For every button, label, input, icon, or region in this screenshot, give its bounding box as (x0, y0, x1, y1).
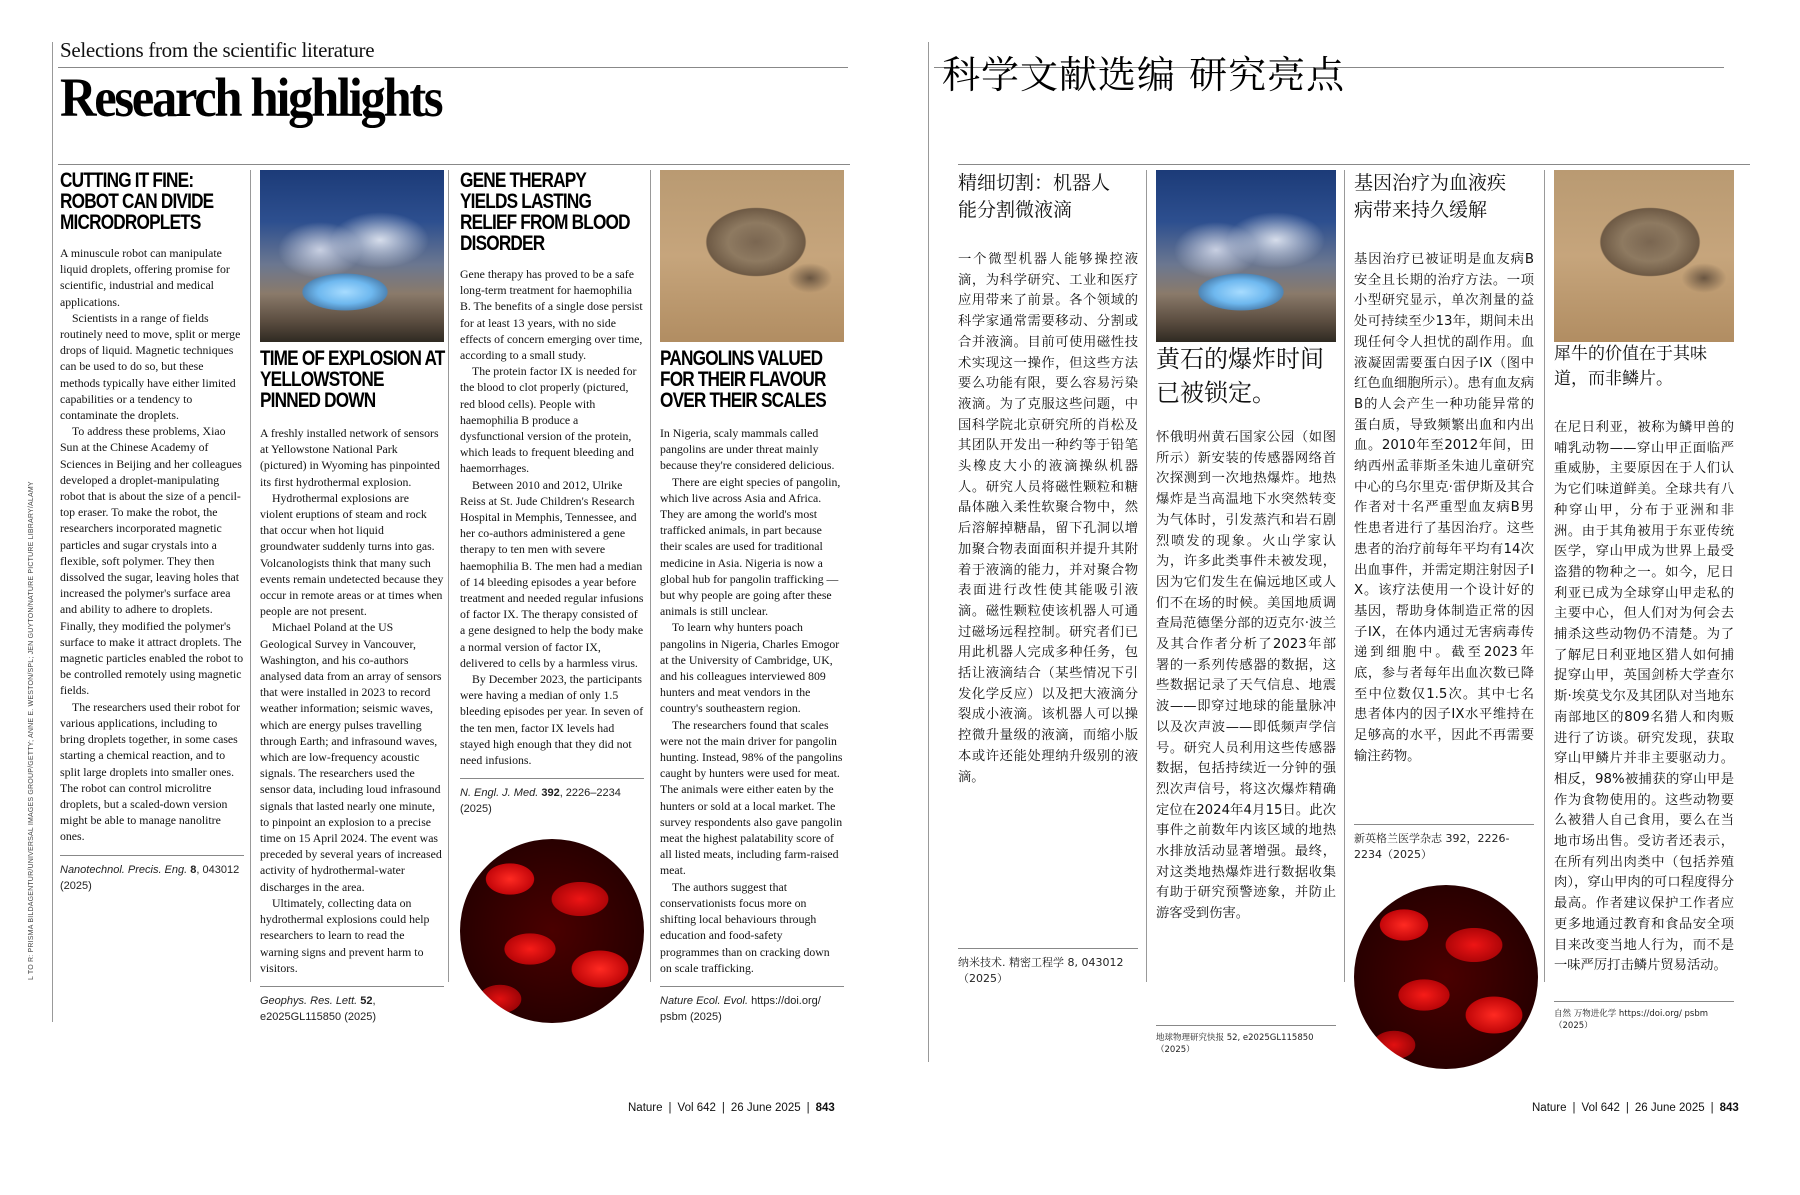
article-headline: 精细切割：机器人能分割微液滴 (958, 172, 1111, 221)
article-body: 在尼日利亚，被称为鳞甲兽的哺乳动物——穿山甲正面临严重威胁，主要原因在于人们认为它们味道鲜美。全球共有八种穿山甲，分布于亚洲和非洲。由于其角被用于东亚传统医学，穿山甲成为世界上最受盗猎的物种之一。如今，尼日利亚已成为全球穿山甲走私的主要中心，但人们对为何会去捕杀这些动物仍不清楚。为了了解尼日利亚地区猎人如何捕捉穿山甲，英国剑桥大学查尔斯·埃莫戈尔及其团队对当地东南部地区的809名猎人和肉贩进行了访谈。研究发现，获取穿山甲鳞片并非主要驱动力。相反，98%被捕获的穿山甲是作为食物使用的。这些动物要么被猎人自己食用，要么在当地市场出售。受访者还表示，在所有列出肉类中（包括养殖肉），穿山甲肉的可口程度得分最高。作者建议保护工作者应更多地通过教育和食品安全项目来改变当地人行为，而不是一味严厉打击鳞片贸易活动。 (1554, 420, 1734, 974)
article-reference: N. Engl. J. Med. 392, 2226–2234 (2025) (460, 787, 621, 816)
english-page (0, 0, 880, 1195)
article-reference: 新英格兰医学杂志 392，2226-2234（2025） (1354, 831, 1510, 861)
article-body: A minuscule robot can manipulate liquid droplets, offering promise for scientific, industrial and medical applications. Scientists in a range of fields routinely need to move, split or merge drops of liquid. Magnetic techniques can be used to do so, but these methods typically have either limited capabilities or a tendency to contaminate the droplets. To address these problems, Xiao Sun at the Chinese Academy of Sciences in Beijing and her colleagues developed a droplet-manipulating robot that is about the size of a pencil-top eraser. To make the robot, the researchers incorporated magnetic particles and sugar crystals into a flexible, soft polymer. They then dissolved the sugar, leaving holes that increased the polymer's surface area and ability to adhere to droplets. Finally, they modified the polymer's surface to make it attract droplets. The magnetic particles enabled the robot to be controlled remotely using magnetic fields. The researchers used their robot for various applications, including to bring droplets together, in some cases starting a chemical reaction, and to split large droplets into smaller ones. The robot can control microlitre droplets, but a scaled-down version might be able to manage nanolitre ones. (60, 246, 244, 844)
article-headline: 黄石的爆炸时间已被锁定。 (1156, 345, 1324, 407)
page-edge-line (52, 42, 53, 1022)
article-body: 基因治疗已被证明是血友病B安全且长期的治疗方法。一项小型研究显示，单次剂量的益处可持续至少13年，期间未出现任何令人担忧的副作用。血液凝固需要蛋白因子IX（图中红色血细胞所示）。患有血友病B的人会产生一种功能异常的蛋白质，导致频繁出血和内出血。2010年至2012年间，田纳西州孟菲斯圣朱迪儿童研究中心的乌尔里克·雷伊斯及其合作者对十名严重型血友病B男性患者进行了基因治疗。这些患者的治疗前每年平均有14次出血事件，并需定期注射因子IX。该疗法使用一个设计好的基因，帮助身体制造正常的因子IX，在体内通过无害病毒传递到细胞中。截至2023年底，参与者每年出血次数已降至中位数仅1.5次。其中七名患者体内的因子IX水平维持在足够高的水平，因此不再需要输注药物。 (1354, 252, 1534, 764)
photo-credit: L TO R: PRISMA BILDAGENTUR/UNIVERSAL IMAGES GROUP/GETTY; ANNE E. WESTON/SPL; JEN GUYTON/NATURE PICTURE LIBRARY/ALAMY (28, 481, 35, 980)
article-body: 怀俄明州黄石国家公园（如图所示）新安装的传感器网络首次探测到一次地热爆炸。地热爆炸是当高温地下水突然转变为气体时，引发蒸汽和岩石剧烈喷发的现象。火山学家认为，许多此类事件未被发现，因为它们发生在偏远地区或人们不在场的时候。美国地质调查局范德堡分部的迈克尔·波兰及其合作者分析了2023年部署的一系列传感器的数据，这些数据记录了天气信息、地震波——即穿过地球的能量脉冲以及次声波——即低频声学信号。研究人员利用这些传感器数据，包括持续近一分钟的强烈次声信号，将这次爆炸精确定位在2024年4月15日。此次事件之前数年内该区域的地热水排放活动显著增强。最终，对这类地热爆炸进行数据收集有助于研究预警迹象，并防止游客受到伤害。 (1156, 430, 1336, 922)
article-pangolins (660, 170, 844, 1025)
column-divider (448, 170, 449, 982)
yellowstone-hot-spring-photo (1156, 170, 1336, 342)
article-reference: Nature Ecol. Evol. https://doi.org/ psbm (2025) (660, 994, 821, 1023)
pangolin-photo (660, 170, 844, 342)
article-headline: CUTTING IT FINE: ROBOT CAN DIVIDE MICRODROPLETS (60, 169, 214, 234)
article-yellowstone (260, 170, 444, 1025)
article-yellowstone-zh (1156, 170, 1336, 1056)
article-gene-therapy-zh (1354, 170, 1534, 1069)
divider (958, 164, 1750, 165)
article-headline: PANGOLINS VALUED FOR THEIR FLAVOUR OVER THEIR SCALES (660, 347, 826, 412)
pangolin-photo (1554, 170, 1734, 342)
page-footer: Nature | Vol 642 | 26 June 2025 | 843 (1532, 1102, 1739, 1114)
yellowstone-hot-spring-photo (260, 170, 444, 342)
article-reference: 自然 万物进化学 https://doi.org/ psbm（2025） (1554, 1008, 1709, 1031)
article-body: Gene therapy has proved to be a safe long-term treatment for haemophilia B. The benefits of a single dose persist for at least 13 years, with no side effects of concern emerging over time, according to a small study. The protein factor IX is needed for the blood to clot properly (pictured, red blood cells). People with haemophilia B produce a dysfunctional version of the protein, which leads to frequent bleeding and haemorrhages. Between 2010 and 2012, Ulrike Reiss at St. Jude Children's Research Hospital in Memphis, Tennessee, and her co-authors administered a gene therapy to ten men with severe haemophilia B. The men had a median of 14 bleeding episodes a year before treatment and needed regular infusions of factor IX. The therapy consisted of a gene designed to help the body make a normal version of factor IX, delivered to cells by a harmless virus. By December 2023, the participants were having a median of only 1.5 bleeding episodes per year. In seven of the ten men, factor IX levels had stayed high enough that they did not need infusions. (460, 267, 644, 768)
page-footer: Nature | Vol 642 | 26 June 2025 | 843 (628, 1102, 835, 1114)
red-blood-cells-photo (460, 839, 644, 1023)
article-headline: GENE THERAPY YIELDS LASTING RELIEF FROM BLOOD DISORDER (460, 169, 630, 255)
column-divider (1344, 170, 1345, 982)
column-divider (1544, 170, 1545, 982)
page-title: 科学文献选编 研究亮点 (942, 53, 1346, 97)
article-headline: 犀牛的价值在于其味道，而非鳞片。 (1554, 344, 1707, 389)
divider (58, 164, 850, 165)
column-divider (1146, 170, 1147, 982)
page-edge-line (928, 42, 929, 1062)
column-divider (250, 170, 251, 982)
article-reference: 地球物理研究快报 52, e2025GL115850（2025） (1156, 1032, 1314, 1055)
article-robot-droplets-zh (958, 170, 1138, 987)
column-divider (650, 170, 651, 982)
red-blood-cells-photo (1354, 885, 1538, 1069)
article-reference: 纳米技术. 精密工程学 8, 043012（2025） (958, 956, 1124, 986)
chinese-page (920, 0, 1800, 1195)
article-body: 一个微型机器人能够操控液滴，为科学研究、工业和医疗应用带来了前景。各个领域的科学家通常需要移动、分割或合并液滴。目前可使用磁性技术实现这一操作，但这些方法要么功能有限，要么容易污染液滴。为了克服这些问题，中国科学院北京研究所的肖松及其团队开发出一种约等于铅笔头橡皮大小的液滴操纵机器人。研究人员将磁性颗粒和糖晶体融入柔性软聚合物中，然后溶解掉糖晶，留下孔洞以增加聚合物表面面积并提升其附着于液滴的能力，并对聚合物表面进行改性使其能吸引液滴。磁性颗粒使该机器人可通过磁场远程控制。研究者们已用此机器人完成多种任务，包括让液滴结合（某些情况下引发化学反应）以及把大液滴分裂成小液滴。该机器人可以操控微升量级的液滴，而缩小版本或许还能处理纳升级别的液滴。 (958, 252, 1138, 785)
article-robot-droplets (60, 170, 244, 894)
page-title: Research highlights (60, 67, 442, 128)
article-pangolins-zh (1554, 170, 1734, 1032)
article-reference: Nanotechnol. Precis. Eng. 8, 043012 (2025) (60, 863, 240, 892)
section-kicker: Selections from the scientific literature (60, 38, 375, 62)
article-headline: TIME OF EXPLOSION AT YELLOWSTONE PINNED DOWN (260, 347, 445, 412)
article-body: A freshly installed network of sensors at Yellowstone National Park (pictured) in Wyoming has pinpointed its first hydrothermal explosion. Hydrothermal explosions are violent eruptions of steam and rock that occur when hot liquid groundwater suddenly turns into gas. Volcanologists think that many such events remain undetected because they occur in remote areas or at times when people are not present. Michael Poland at the US Geological Survey in Vancouver, Washington, and his co-authors analysed data from an array of sensors that were installed in 2023 to record weather information; seismic waves, which are energy pulses travelling through Earth; and infrasound waves, which are low-frequency acoustic signals. The researchers used the sensor data, including loud infrasound signals that lasted nearly one minute, to pinpoint an explosion to a precise time on 15 April 2024. The event was preceded by several years of increased activity of hydrothermal-water discharges in the area. Ultimately, collecting data on hydrothermal explosions could help researchers to learn to read the warning signs and prevent harm to visitors. (260, 426, 444, 975)
article-body: In Nigeria, scaly mammals called pangolins are under threat mainly because they're considered delicious. There are eight species of pangolin, which live across Asia and Africa. They are among the world's most trafficked animals, in part because their scales are used for traditional medicine in Asia. Nigeria is now a global hub for pangolin trafficking — but why people are going after these animals is still unclear. To learn why hunters poach pangolins in Nigeria, Charles Emogor at the University of Cambridge, UK, and his colleagues interviewed 809 hunters and meat vendors in the country's southeastern region. The researchers found that scales were not the main driver for pangolin hunting. Instead, 98% of the pangolins caught by hunters were used for meat. The animals were either eaten by the hunters or sold at a local market. The survey respondents also gave pangolin meat the highest palatability score of all listed meats, including farm-raised meat. The authors suggest that conservationists focus more on shifting local behaviours through education and food-safety programmes than on cracking down on scale trafficking. (660, 426, 843, 975)
article-reference: Geophys. Res. Lett. 52, e2025GL115850 (2025) (260, 994, 377, 1023)
article-gene-therapy (460, 170, 644, 1023)
article-headline: 基因治疗为血液疾病带来持久缓解 (1354, 172, 1507, 221)
